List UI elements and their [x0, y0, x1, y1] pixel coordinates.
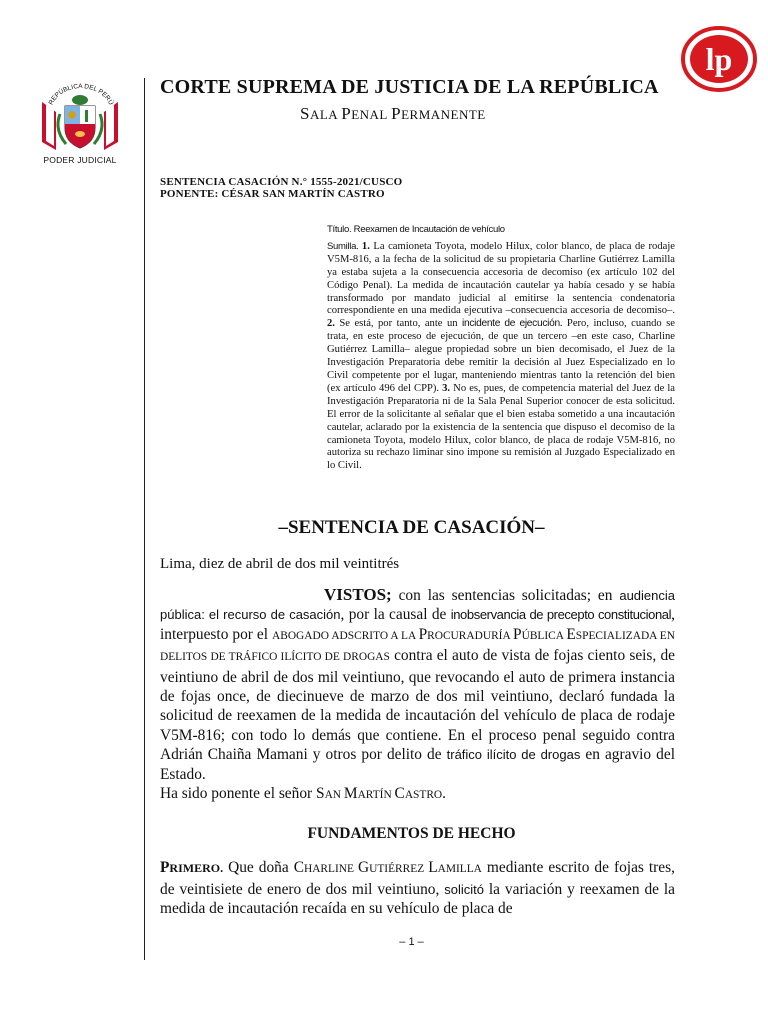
fundamentos-heading: FUNDAMENTOS DE HECHO [307, 825, 516, 842]
svg-text:lp: lp [705, 41, 733, 77]
vistos-paragraph: VISTOS; con las sentencias solicitadas; en audiencia pública: el recurso de casación, por la causal de inobservancia de precepto constitucional, interpuesto por el ABOGADO ADSCRITO A LA PROCURADURÍA PÚBLICA ESPECIALIZADA EN DELITOS DE TRÁFICO ILÍCITO DE DROGAS contra el auto de vista de fojas ciento seis, de veintiuno de abril de dos mil veintiuno, que revocando el auto de primera instancia de fojas once, de diecinueve de marzo de dos mil veintiuno, declaró fundada la solicitud de reexamen de la medida de incautación del vehículo de placa de rodaje V5M-816; con todo lo demás que contiene. En el proceso penal seguido contra Adrián Chaiña Mamani y otros por delito de tráfico ilícito de drogas en agravio del Estado. Ha sido ponente el señor SAN MARTÍN CASTRO. [160, 585, 675, 805]
sala-title: SALA PENAL PERMANENTE [300, 104, 486, 123]
summary-text: Sumilla. 1. La camioneta Toyota, modelo Hilux, color blanco, de placa de rodaje V5M-816, a la fecha de la solicitud de su propietaria Charline Gutiérrez Lamilla ya estaba sujeta a la consecuencia accesoria de decomiso (ex artículo 102 del Código Penal). La medida de incautación cautelar ya había cesado y se había transformado por mandato judicial al emitirse la sentencia condenatoria correspondiente en una medida ejecutiva –consecuencia accesoria de decomiso–. 2. Se está, por tanto, ante un incidente de ejecución. Pero, incluso, cuando se trata, en este proceso de ejecución, de que un tercero –en este caso, Charline Gutiérrez Lamilla– alegue propiedad sobre un bien decomisado, el Juez de la Investigación Preparatoria debe remitir la decisión al Juez Especializado en lo Civil competente por el lugar, manteniendo mientras tanto la retención del bien (ex artículo 496 del CPP). 3. No es, pues, de competencia material del Juez de la Investigación Preparatoria ni de la Sala Penal Superior conocer de esta solicitud. El error de la solicitante al señalar que el bien estaba sometido a una incautación cautelar, aclarado por la existencia de la sentencia que dispuso el decomiso de la camioneta Toyota, modelo Hilux, color blanco, de placa de rodaje V5M-816, no autoriza su rechazo liminar sino impone su remisión al Juzgado Especializado en lo Civil. [327, 240, 676, 472]
primero-paragraph: PRIMERO. Que doña CHARLINE GUTIÉRREZ LAMILLA mediante escrito de fojas tres, de veintisiete de enero de dos mil veintiuno, solicitó la variación y reexamen de la medida de incautación recaída en su vehículo de placa de [160, 859, 675, 917]
coat-of-arms [32, 72, 128, 170]
case-ponente: PONENTE: CÉSAR SAN MARTÍN CASTRO [160, 188, 385, 200]
page-number: – 1 – [399, 936, 424, 948]
sentencia-heading: –SENTENCIA DE CASACIÓN– [278, 517, 545, 538]
summary-title: Título. Reexamen de Incautación de vehículo [327, 224, 505, 235]
date-line: Lima, diez de abril de dos mil veintitrés [160, 556, 400, 572]
case-number: SENTENCIA CASACIÓN N.° 1555-2021/CUSCO [160, 176, 403, 188]
ponente-line: Ha sido ponente el señor SAN MARTÍN CASTRO. [160, 785, 447, 803]
svg-text:REPÚBLICA DEL PERÚ: REPÚBLICA DEL PERÚ [47, 83, 115, 107]
shield-icon [32, 72, 128, 156]
summary-box [327, 224, 675, 473]
court-title: CORTE SUPREMA DE JUSTICIA DE LA REPÚBLICA [160, 76, 659, 98]
seal-caption: PODER JUDICIAL [43, 155, 117, 165]
